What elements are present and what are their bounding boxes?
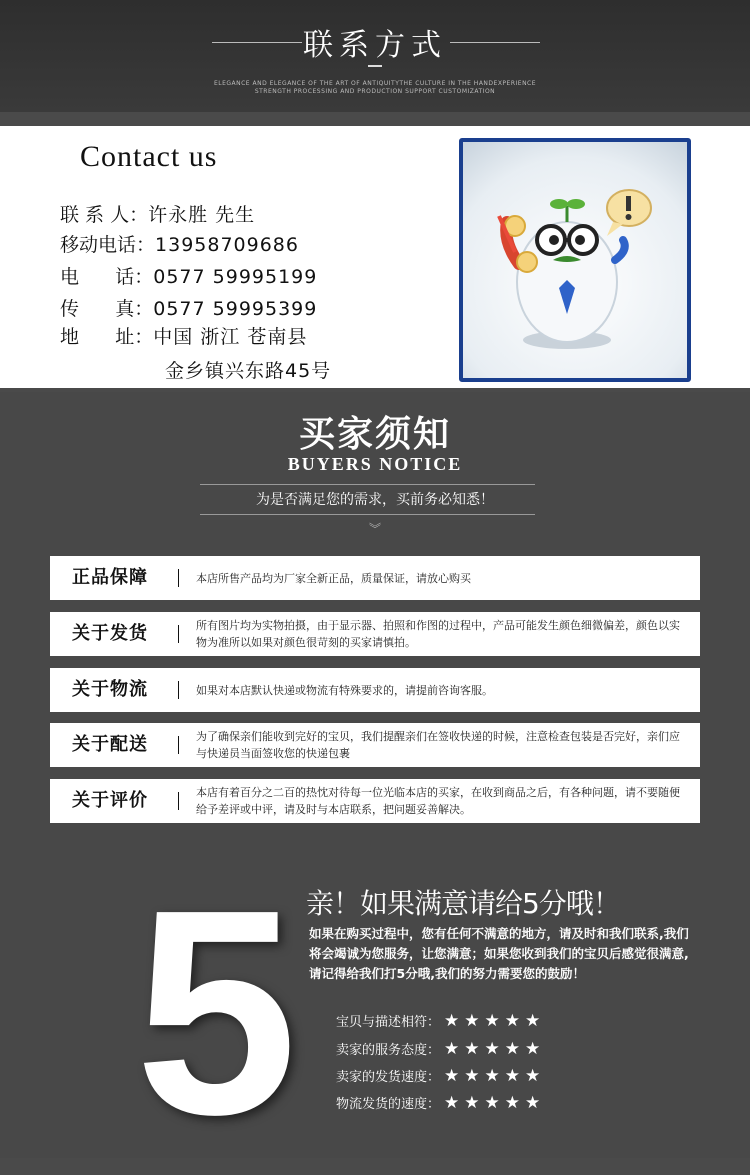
- rating-text: 如果在购买过程中，您有任何不满意的地方，请及时和我们联系,我们将会竭诚为您服务，让您满意；如果您收到我们的宝贝后感觉很满意,请记得给我们打5分哦,我们的努力需要您的鼓励！: [309, 926, 689, 981]
- double-chevron-down-icon: ︾: [368, 522, 381, 536]
- contact-label: 联 系 人：: [60, 204, 149, 226]
- notice-item-heading: 关于物流: [72, 679, 148, 700]
- divider: [200, 484, 535, 485]
- notice-item-text: 本店有着百分之二百的热忱对待每一位光临本店的买家，在收到商品之后，有各种问题，请不要随便给予差评或中评，请及时与本店联系，把问题妥善解决。: [196, 786, 680, 816]
- rating-label: 卖家的发货速度：: [336, 1070, 441, 1085]
- notice-item-heading: 关于评价: [72, 790, 148, 811]
- notice-subtitle: BUYERS NOTICE: [287, 454, 463, 474]
- notice-item: [50, 668, 700, 712]
- notice-item-text: 为了确保亲们能收到完好的宝贝，我们提醒亲们在签收快递的时候，注意检查包装是否完好，亲们应与快递员当面签收您的快递包裹: [196, 730, 680, 760]
- contact-value: 0577 59995399: [153, 298, 318, 320]
- contact-row: [60, 322, 307, 349]
- contact-value: 许永胜 先生: [148, 204, 256, 226]
- divider: [178, 736, 179, 754]
- contact-value: 13958709686: [155, 234, 299, 256]
- star-rating-icon: ★★★★★: [444, 1066, 546, 1086]
- contact-value: 金乡镇兴东路45号: [165, 360, 332, 382]
- divider: [200, 514, 535, 515]
- rating-row: [336, 1093, 545, 1113]
- contact-label: 传 真：: [60, 298, 154, 320]
- divider: [178, 792, 179, 810]
- notice-item-heading: 关于配送: [72, 734, 148, 755]
- section-subtitle: STRENGTH PROCESSING AND PRODUCTION SUPPORT CUSTOMIZATION: [254, 88, 496, 95]
- big-five-number: 5: [135, 849, 298, 1175]
- rating-row: [336, 1066, 545, 1086]
- star-rating-icon: ★★★★★: [444, 1011, 546, 1031]
- contact-row: [60, 294, 317, 321]
- contact-row: [165, 356, 331, 383]
- contact-label: 电 话：: [60, 266, 154, 288]
- rating-row: [336, 1039, 545, 1059]
- rating-label: 物流发货的速度：: [336, 1097, 441, 1112]
- rating-label: 卖家的服务态度：: [336, 1043, 441, 1058]
- star-rating-icon: ★★★★★: [444, 1093, 546, 1113]
- contact-value: 中国 浙江 苍南县: [153, 326, 308, 348]
- divider: [178, 625, 179, 643]
- rating-row: [336, 1011, 545, 1031]
- notice-item-heading: 正品保障: [72, 567, 148, 588]
- divider: [178, 681, 179, 699]
- customer-service-mascot-icon: [459, 138, 691, 382]
- contact-row: [60, 230, 299, 257]
- notice-item: [50, 723, 700, 767]
- section-title: 联系方式: [303, 28, 447, 63]
- notice-item-heading: 关于发货: [72, 623, 148, 644]
- notice-item-text: 所有图片均为实物拍摄，由于显示器、拍照和作图的过程中，产品可能发生颜色细微偏差，颜色以实物为准所以如果对颜色很苛刻的买家请慎拍。: [196, 619, 680, 649]
- notice-item: [50, 779, 700, 823]
- contact-label: 移动电话：: [60, 234, 156, 256]
- contact-label: 地 址：: [60, 326, 154, 348]
- contact-panel: [0, 126, 750, 388]
- contact-heading: Contact us: [80, 140, 218, 173]
- notice-item-text: 本店所售产品均为厂家全新正品，质量保证，请放心购买: [196, 572, 471, 585]
- section-header: [0, 0, 750, 112]
- rating-title: 亲！如果满意请给5分哦！: [306, 887, 620, 920]
- contact-value: 0577 59995199: [153, 266, 318, 288]
- notice-item: [50, 612, 700, 656]
- notice-tagline: 为是否满足您的需求，买前务必知悉！: [256, 492, 494, 508]
- rating-label: 宝贝与描述相符：: [336, 1015, 441, 1030]
- notice-item-text: 如果对本店默认快递或物流有特殊要求的，请提前咨询客服。: [196, 684, 493, 697]
- contact-row: [60, 262, 317, 289]
- star-rating-icon: ★★★★★: [444, 1039, 546, 1059]
- notice-title: 买家须知: [298, 413, 451, 455]
- section-subtitle: ELEGANCE AND ELEGANCE OF THE ART OF ANTIQUITYTHE CULTURE IN THE HANDEXPERIENCE: [213, 80, 537, 87]
- contact-row: [60, 200, 255, 227]
- divider: [450, 42, 540, 43]
- divider: [178, 569, 179, 587]
- divider: [368, 65, 382, 67]
- notice-item: [50, 556, 700, 600]
